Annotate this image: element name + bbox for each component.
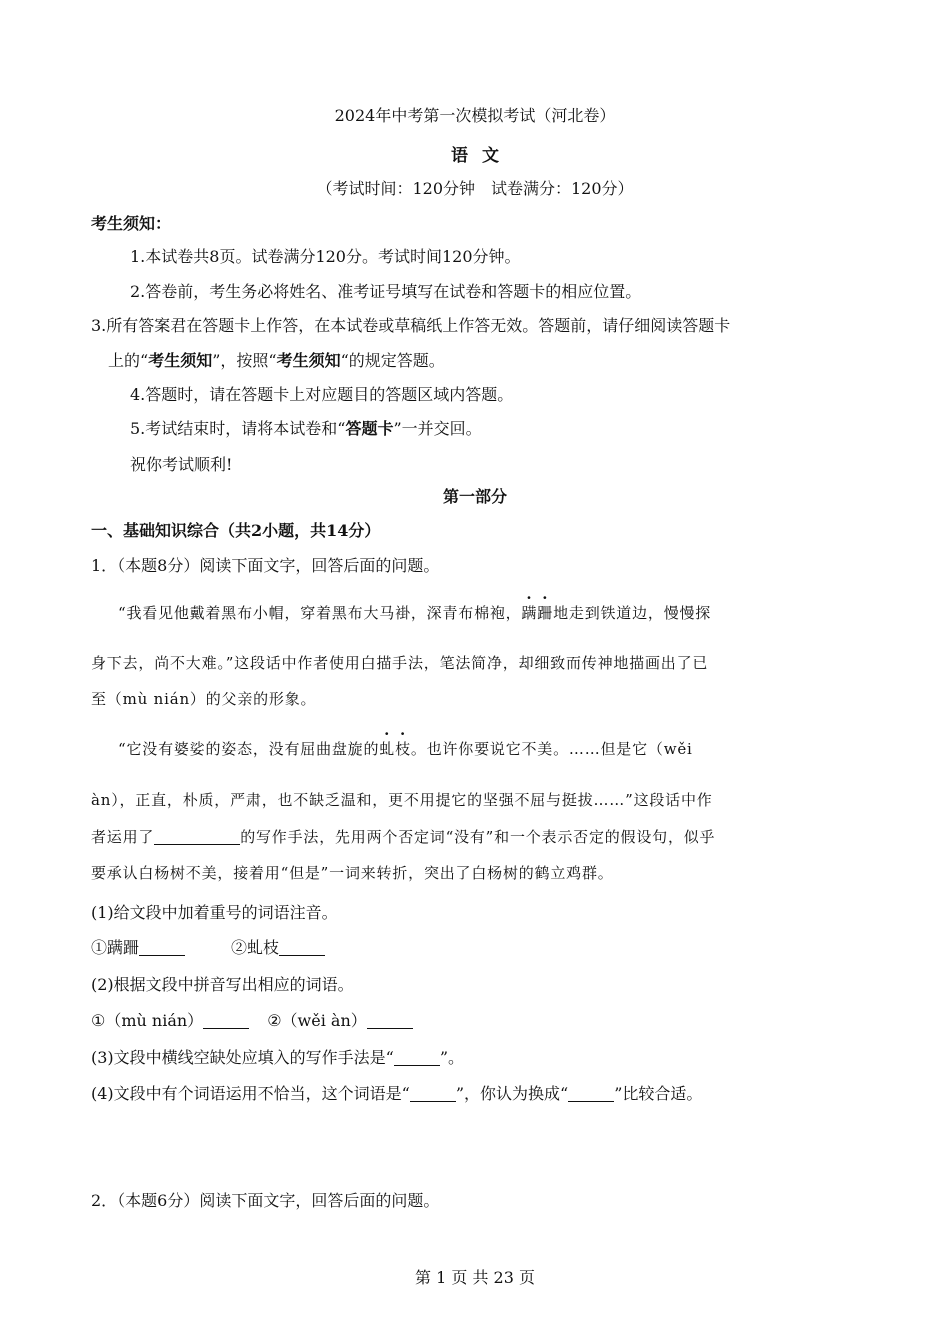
passage-1-line-3: 至（mù nián）的父亲的形象。 bbox=[91, 690, 317, 708]
notice-item-3-line-2: 上的“考生须知”，按照“考生须知“的规定答题。 bbox=[108, 351, 445, 370]
passage-2-line-2: àn），正直，朴质，严肃，也不缺乏温和，更不用提它的坚强不屈与挺拔……”这段话中作 bbox=[91, 791, 713, 809]
notice-item-3-line-1: 3.所有答案君在答题卡上作答，在本试卷或草稿纸上作答无效。答题前，请仔细阅读答题卡 bbox=[91, 316, 731, 335]
passage-1-line-1: “我看见他戴着黑布小帽，穿着黑布大马褂，深青布棉袍，蹒跚地走到铁道边，慢慢探 bbox=[118, 604, 712, 622]
notice-item-4: 4.答题时，请在答题卡上对应题目的答题区域内答题。 bbox=[130, 385, 514, 404]
passage-2-line-3: 者运用了 的写作手法，先用两个否定词“没有”和一个表示否定的假设句，似乎 bbox=[91, 828, 716, 846]
passage-2-line-4: 要承认白杨树不美，接着用“但是”一词来转折，突出了白杨树的鹤立鸡群。 bbox=[91, 864, 614, 882]
sub-question-1-answers: ①蹒跚 ②虬枝 bbox=[91, 935, 325, 958]
notice-item-5: 5.考试结束时，请将本试卷和“答题卡”一并交回。 bbox=[130, 419, 482, 438]
passage-2-line-1: “它没有婆娑的姿态，没有屈曲盘旋的虬枝。也许你要说它不美。……但是它（wěi bbox=[118, 740, 693, 758]
subject-title: 语文 bbox=[451, 146, 513, 166]
sub-question-3: (3)文段中横线空缺处应填入的写作手法是“ ”。 bbox=[91, 1048, 465, 1067]
part-title: 第一部分 bbox=[442, 487, 507, 506]
question-1-stem: 1．（本题8分）阅读下面文字，回答后面的问题。 bbox=[91, 556, 440, 575]
notice-heading: 考生须知： bbox=[91, 214, 172, 233]
notice-item-1: 1.本试卷共8页。试卷满分120分。考试时间120分钟。 bbox=[130, 247, 521, 266]
exam-meta: （考试时间：120分钟 试卷满分：120分） bbox=[316, 179, 634, 198]
sub-question-2-answers: ①（mù nián） ②（wěi àn） bbox=[91, 1008, 413, 1031]
notice-item-2: 2.答卷前，考生务必将姓名、准考证号填写在试卷和答题卡的相应位置。 bbox=[130, 282, 642, 301]
sub-question-2: (2)根据文段中拼音写出相应的词语。 bbox=[91, 975, 354, 994]
exam-title: 2024年中考第一次模拟考试（河北卷） bbox=[334, 106, 616, 125]
section-title: 一、基础知识综合（共2小题，共14分） bbox=[91, 521, 381, 540]
sub-question-4: (4)文段中有个词语运用不恰当，这个词语是“ ”，你认为换成“ ”比较合适。 bbox=[91, 1084, 703, 1103]
page-footer: 第 1 页 共 23 页 bbox=[415, 1268, 535, 1287]
sub-question-1: (1)给文段中加着重号的词语注音。 bbox=[91, 903, 338, 922]
question-2-stem: 2．（本题6分）阅读下面文字，回答后面的问题。 bbox=[91, 1191, 440, 1210]
notice-wish: 祝你考试顺利! bbox=[130, 455, 233, 474]
passage-1-line-2: 身下去，尚不大难。”这段话中作者使用白描手法，笔法简净，却细致而传神地描画出了已 bbox=[91, 654, 709, 672]
